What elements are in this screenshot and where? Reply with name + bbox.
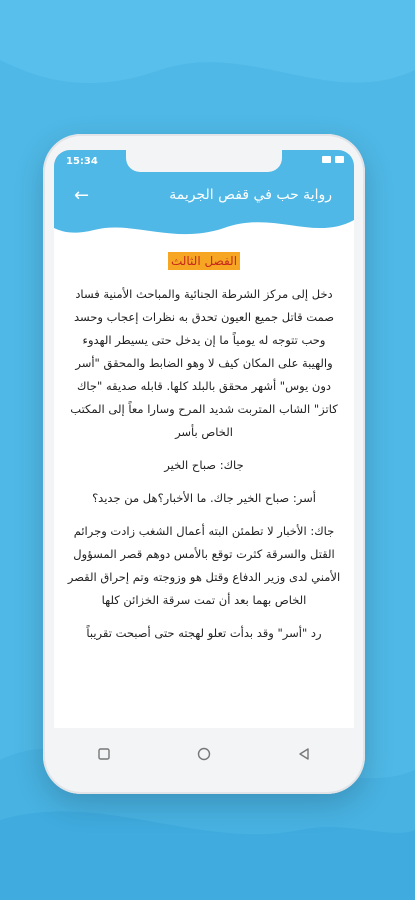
story-paragraph: رد "أسر" وقد بدأت تعلو لهجته حتى أصبحت تقريباً	[86, 626, 322, 640]
app-screen	[54, 150, 354, 728]
story-paragraph: جاك: الأخبار لا تطمئن البته أعمال الشغب زادت وجرائم القتل والسرقة كثرت توقع بالأمس دوهم قصر المسؤول الأمني لدى وزير الدفاع وقتل هو وزوجته وتم إحراق القصر الخاص بهما بعد أن تمت سرقة الخزائن كلها	[67, 524, 341, 607]
square-icon[interactable]	[93, 743, 115, 765]
page-title: رواية حب في قفص الجريمة	[169, 187, 332, 203]
status-icons	[322, 156, 344, 163]
battery-icon	[335, 156, 344, 163]
status-time: 15:34	[66, 156, 98, 167]
camera-notch	[126, 150, 282, 172]
circle-icon[interactable]	[193, 743, 215, 765]
wifi-icon	[322, 156, 331, 163]
story-paragraph: أسر: صباح الخير جاك. ما الأخبار؟هل من جديد؟	[92, 491, 316, 505]
chapter-title: الفصل الثالث	[168, 252, 240, 270]
system-nav-bar	[54, 728, 354, 780]
arrow-left-icon[interactable]: ←	[74, 185, 90, 206]
story-paragraph: دخل إلى مركز الشرطة الجنائية والمباحث الأمنية فساد صمت قاتل جميع العيون تحدق به نظرات إعجاب وحسد وحب تتوجه له يومياً ما إن يدخل حتى يسيطر الهدوء والهيبة على المكان كيف لا وهو الضابط والمحقق "أسر دون يوس" أشهر محقق بالبلد كلها. قابله صديقه "جاك كاتز" الشاب المتربت شديد المرح وسارا معاً إلى المكتب الخاص بأسر	[70, 287, 338, 439]
app-header	[54, 150, 354, 245]
story-content	[54, 250, 354, 655]
story-paragraph: جاك: صباح الخير	[164, 458, 244, 472]
triangle-back-icon[interactable]	[293, 743, 315, 765]
